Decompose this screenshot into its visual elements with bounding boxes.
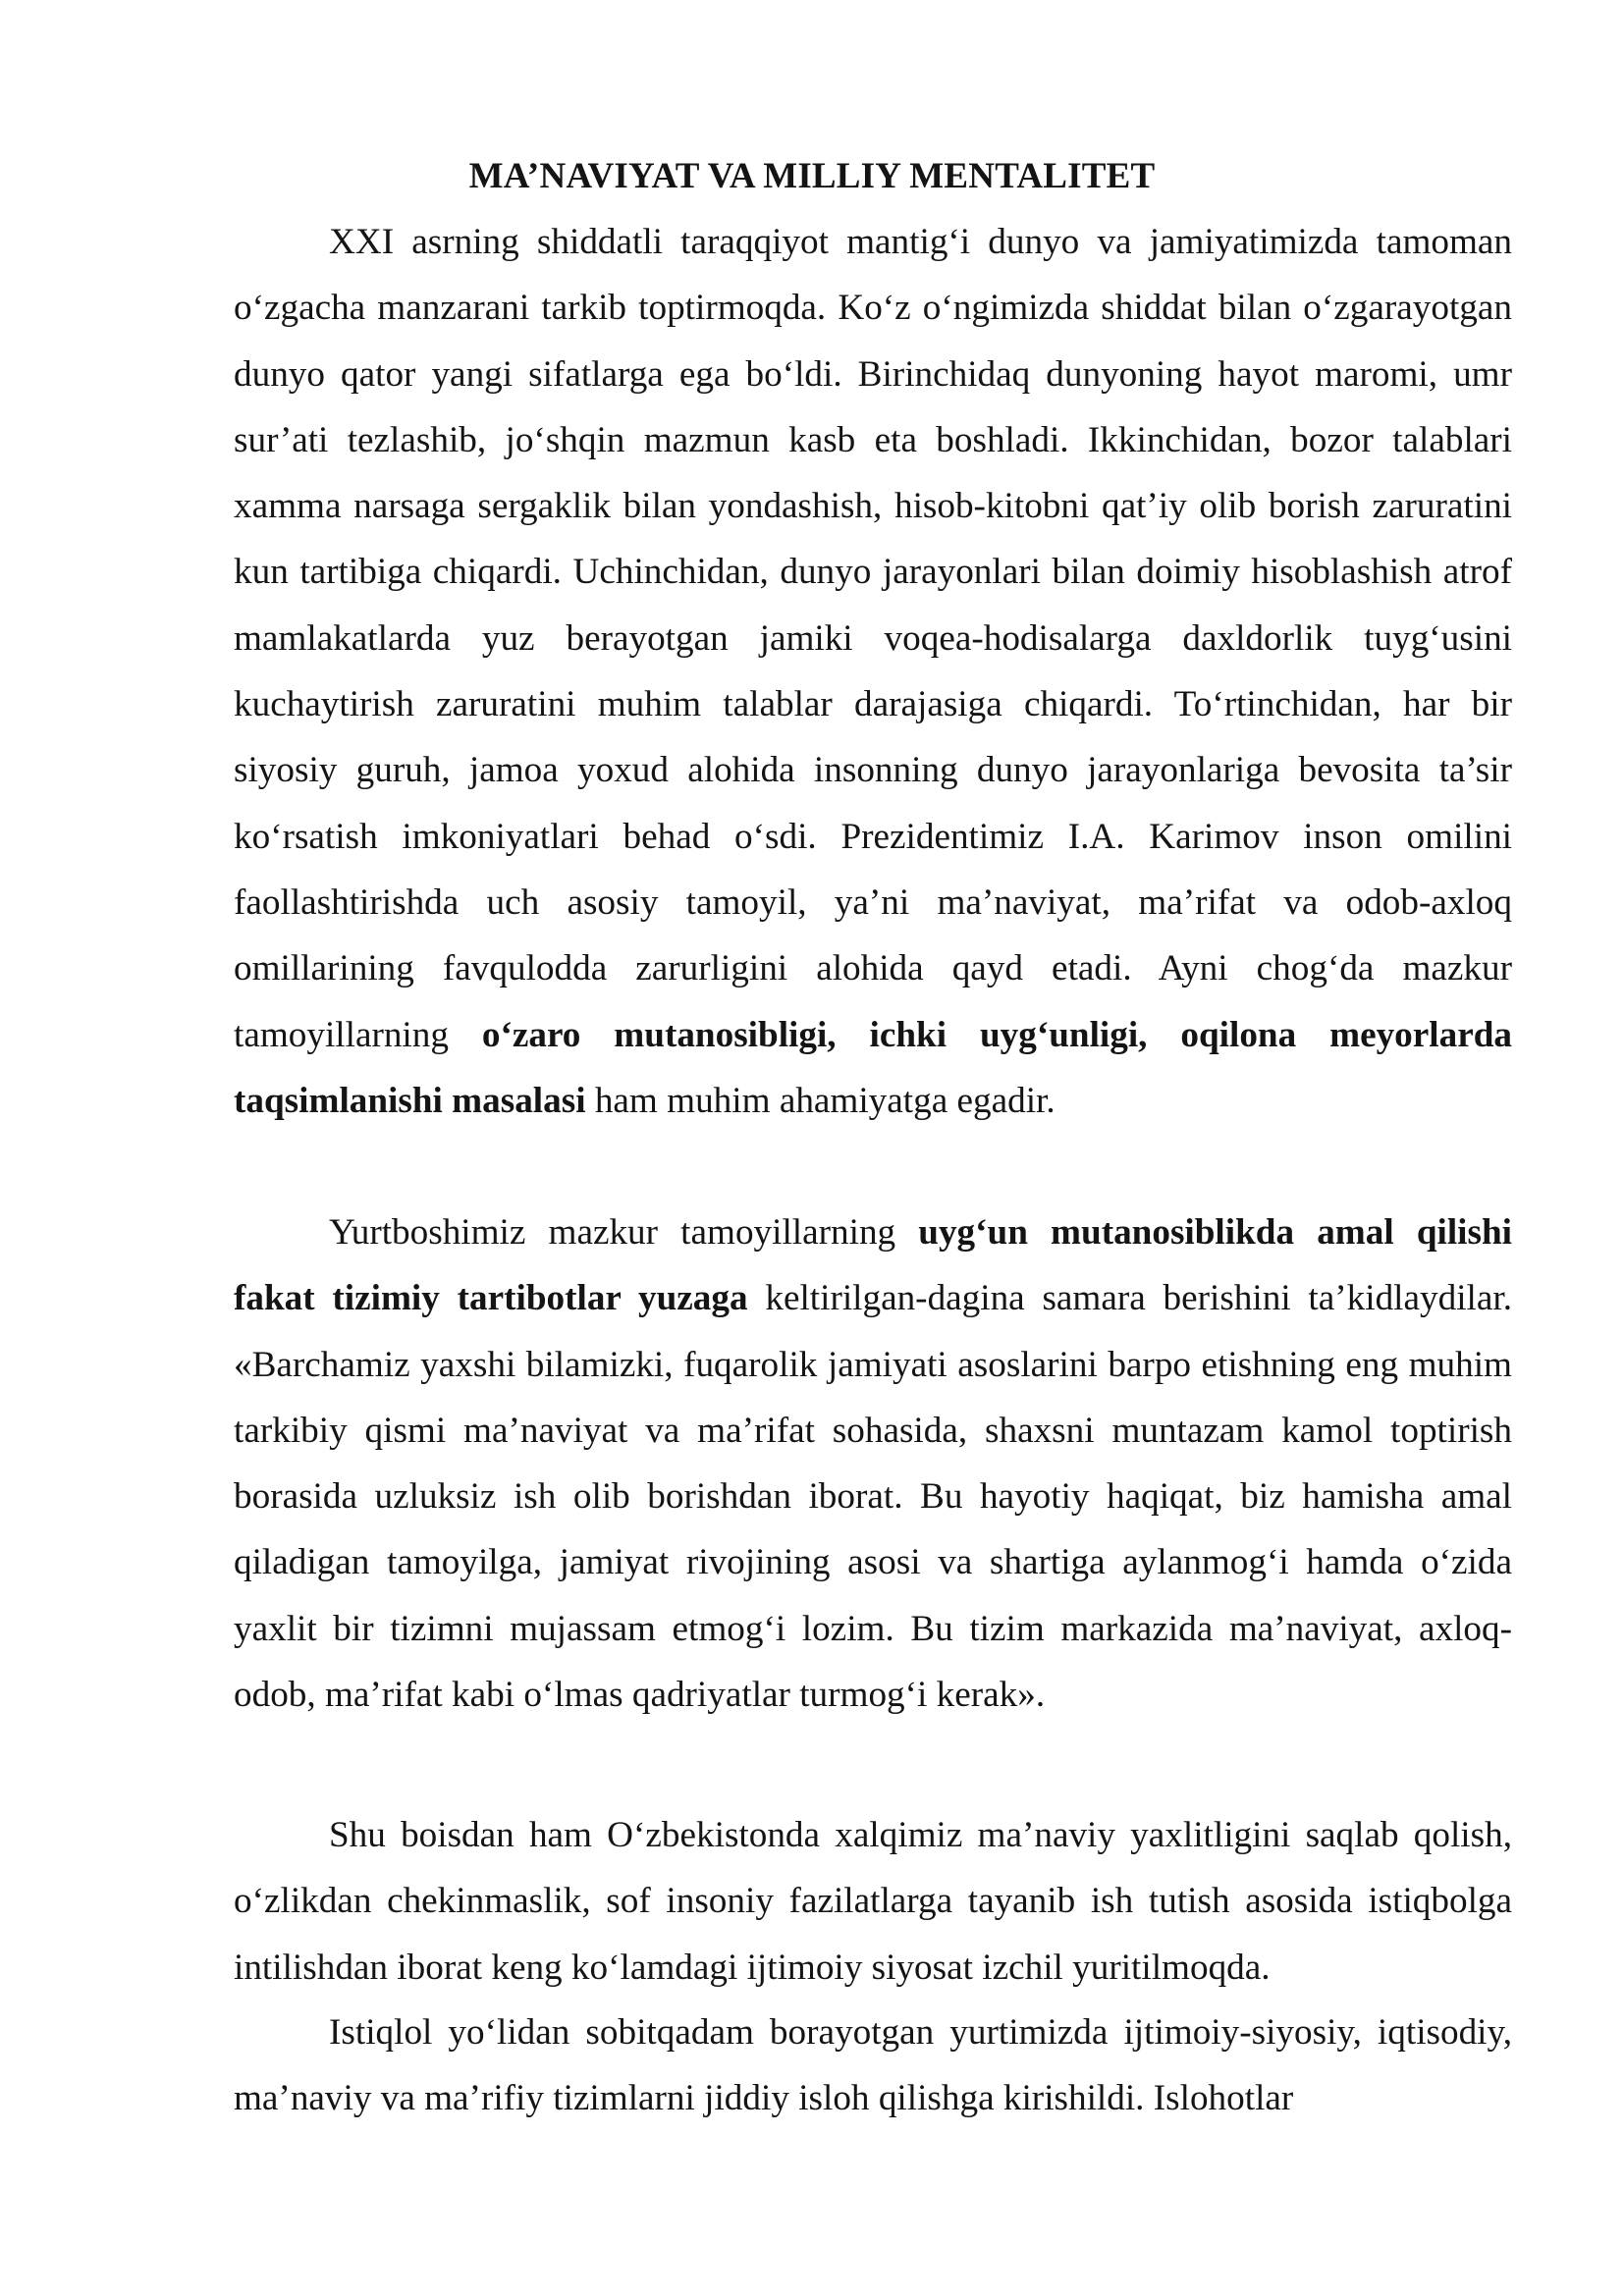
paragraph-2-run-1: Yurtboshimiz mazkur tamoyillarning (329, 1212, 919, 1253)
paragraph-1 (234, 209, 1512, 1134)
paragraph-4 (234, 2000, 1512, 2132)
paragraph-2 (234, 1200, 1512, 1728)
paragraph-1-bold-run: o‘zaro mutanosibligi, ichki uyg‘unligi, oqilona meyorlarda taqsimlanishi masalasi (234, 1014, 1512, 1121)
paragraph-2-bold-run: uyg‘un mutanosiblikda amal qilishi fakat tizimiy tartibotlar yuzaga (234, 1212, 1512, 1319)
paragraph-3 (234, 1802, 1512, 2001)
paragraph-4-run-1: Istiqlol yo‘lidan sobitqadam borayotgan yurtimizda ijtimoiy-siyosiy, iqtisodiy, ma’naviy va ma’rifiy tizimlarni jiddiy isloh qilishga kirishildi. Islohotlar (234, 2012, 1512, 2119)
paragraph-1-run-1: XXI asrning shiddatli taraqqiyot mantig‘i dunyo va jamiyatimizda tamoman o‘zgacha manzarani tarkib toptirmoqda. Ko‘z o‘ngimizda shiddat bilan o‘zgarayotgan dunyo qator yangi sifatlarga ega bo‘ldi. Birinchidaq dunyoning hayot maromi, umr sur’ati tezlashib, jo‘shqin mazmun kasb eta boshladi. Ikkinchidan, bozor talablari xamma narsaga sergaklik bilan yondashish, hisob-kitobni qat’iy olib borish zaruratini kun tartibiga chiqardi. Uchinchidan, dunyo jarayonlari bilan doimiy hisoblashish atrof mamlakatlarda yuz berayotgan jamiki voqea-hodisalarga daxldorlik tuyg‘usini kuchaytirish zaruratini muhim talablar darajasiga chiqardi. To‘rtinchidan, har bir siyosiy guruh, jamoa yoxud alohida insonning dunyo jarayonlariga bevosita ta’sir ko‘rsatish imkoniyatlari behad o‘sdi. Prezidentimiz I.A. Karimov inson omilini faollashtirishda uch asosiy tamoyil, ya’ni ma’naviyat, ma’rifat va odob-axloq omillarining favqulodda zarurligini alohida qayd etadi. Ayni chog‘da mazkur tamoyillarning (234, 222, 1512, 1055)
paragraph-1-run-3: ham muhim ahamiyatga egadir. (585, 1080, 1056, 1121)
paragraph-2-run-3: keltirilgan-dagina samara berishini ta’kidlaydilar. «Barchamiz yaxshi bilamizki, fuqarolik jamiyati asoslarini barpo etishning eng muhim tarkibiy qismi ma’naviyat va ma’rifat sohasida, shaxsni muntazam kamol toptirish borasida uzluksiz ish olib borishdan iborat. Bu hayotiy haqiqat, biz hamisha amal qiladigan tamoyilga, jamiyat rivojining asosi va shartiga aylanmog‘i hamda o‘zida yaxlit bir tizimni mujassam etmog‘i lozim. Bu tizim markazida ma’naviyat, axloq-odob, ma’rifat kabi o‘lmas qadriyatlar turmog‘i kerak». (234, 1278, 1512, 1716)
document-title: MA’NAVIYAT VA MILLIY MENTALITET (468, 156, 1156, 196)
paragraph-3-run-1: Shu boisdan ham O‘zbekistonda xalqimiz ma’naviy yaxlitligini saqlab qolish, o‘zlikdan chekinmaslik, sof insoniy fazilatlarga tayanib ish tutish asosida istiqbolga intilishdan iborat keng ko‘lamdagi ijtimoiy siyosat izchil yuritilmoqda. (234, 1815, 1512, 1988)
